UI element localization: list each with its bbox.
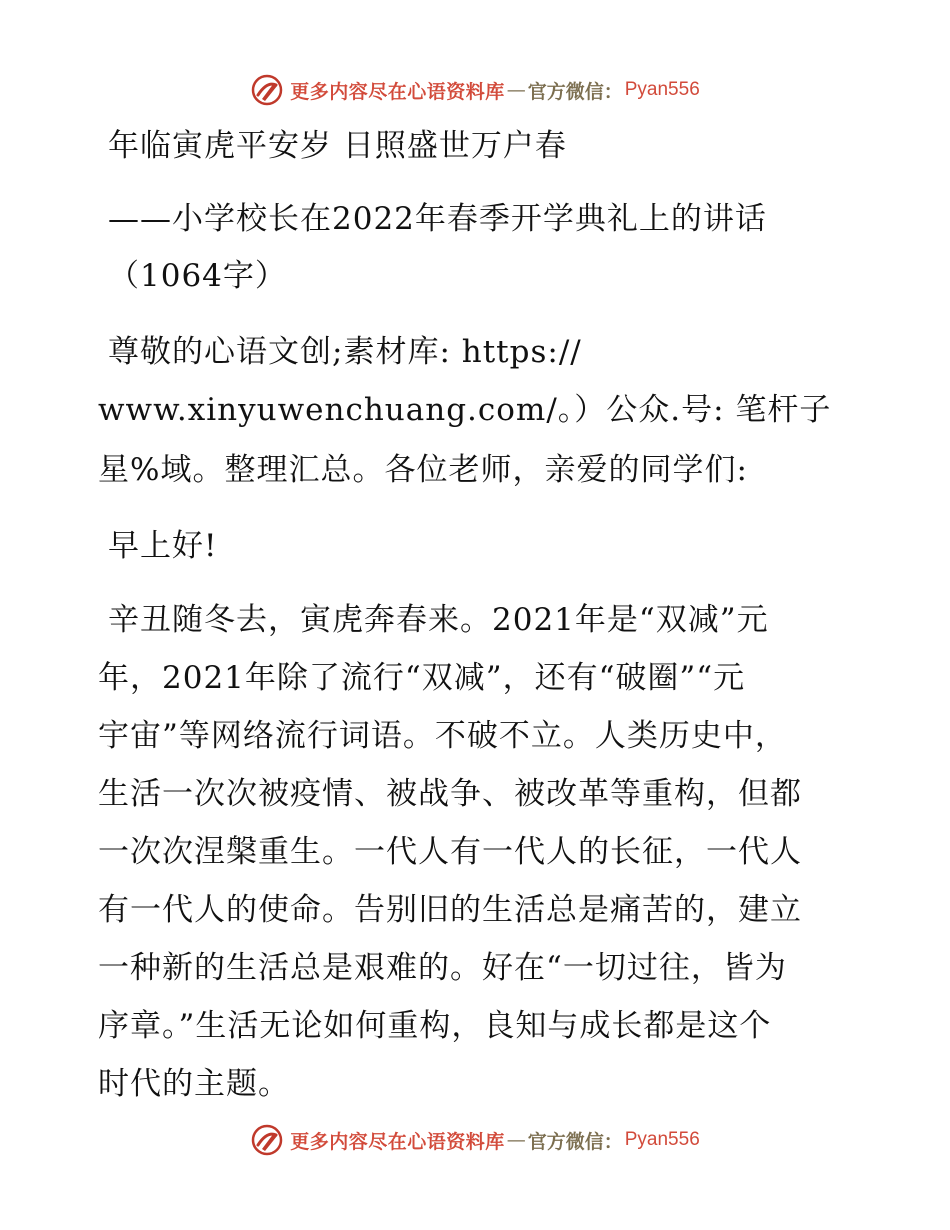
footer-banner: [0, 1120, 950, 1160]
banner-dash: —: [506, 79, 526, 101]
header-banner: [0, 70, 950, 110]
banner-text: 更多内容尽在心语资料库: [290, 80, 505, 103]
banner-wechat-label: 官方微信：: [527, 80, 623, 103]
salutation-line: 尊敬的心语文创;素材库: https://: [108, 334, 582, 370]
word-count: （1064字）: [108, 258, 287, 294]
document-subtitle: ——小学校长在2022年春季开学典礼上的讲话: [108, 201, 767, 237]
banner-wechat-label: 官方微信：: [527, 1130, 623, 1153]
banner-wechat-id: Pyan556: [624, 79, 700, 100]
pen-logo-icon: [250, 1123, 284, 1157]
paragraph-line: 有一代人的使命。告别旧的生活总是痛苦的，建立: [98, 892, 802, 928]
paragraph-line: 年，2021年除了流行“双减”，还有“破圈”“元: [98, 660, 746, 696]
greeting: 早上好!: [108, 528, 218, 564]
banner-text: 更多内容尽在心语资料库: [290, 1130, 505, 1153]
paragraph-line: 辛丑随冬去，寅虎奔春来。2021年是“双减”元: [108, 602, 769, 638]
paragraph-line: 时代的主题。: [98, 1066, 290, 1102]
banner-dash: —: [506, 1129, 526, 1151]
paragraph-line: 生活一次次被疫情、被战争、被改革等重构，但都: [98, 776, 802, 812]
salutation-line: 星%域。整理汇总。各位老师，亲爱的同学们:: [98, 452, 748, 488]
paragraph-line: 宇宙”等网络流行词语。不破不立。人类历史中，: [98, 718, 787, 754]
paragraph-line: 一种新的生活总是艰难的。好在“一切过往，皆为: [98, 950, 787, 986]
document-title: 年临寅虎平安岁 日照盛世万户春: [108, 128, 567, 164]
salutation-line: www.xinyuwenchuang.com/。）公众.号: 笔杆子: [98, 392, 832, 428]
pen-logo-icon: [250, 73, 284, 107]
paragraph-line: 序章。”生活无论如何重构，良知与成长都是这个: [98, 1008, 772, 1044]
banner-wechat-id: Pyan556: [624, 1129, 700, 1150]
paragraph-line: 一次次涅槃重生。一代人有一代人的长征，一代人: [98, 834, 802, 870]
